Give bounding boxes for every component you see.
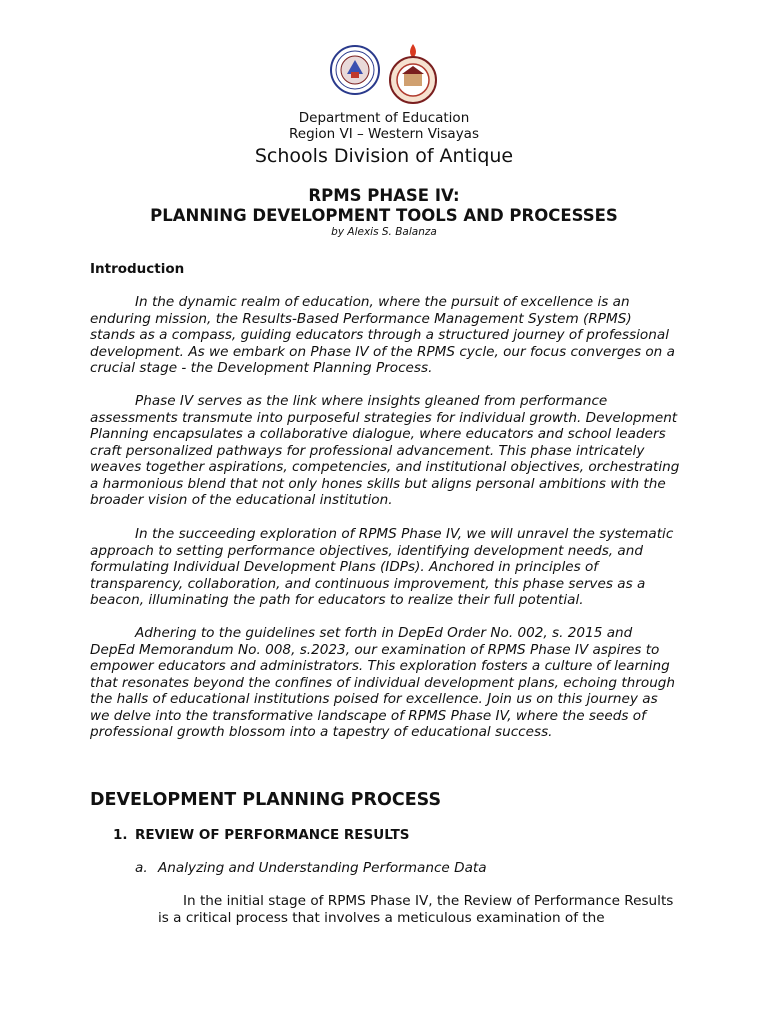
title-line-1: RPMS PHASE IV: xyxy=(308,186,460,205)
subitem-letter: a. xyxy=(135,860,148,876)
letterhead xyxy=(0,110,768,168)
intro-paragraph-1 xyxy=(90,294,680,377)
department-name: Department of Education xyxy=(298,110,470,126)
item-number: 1. xyxy=(113,827,128,843)
section-heading: DEVELOPMENT PLANNING PROCESS xyxy=(90,790,442,810)
intro-paragraph-3 xyxy=(90,526,680,609)
lettered-subitem xyxy=(135,860,487,876)
division-seal-icon xyxy=(387,42,439,106)
author-byline: by Alexis S. Balanza xyxy=(331,226,437,238)
deped-seal-icon xyxy=(329,42,381,98)
paragraph-text: Adhering to the guidelines set forth in DepEd Order No. 002, s. 2015 and DepEd Memorandum No. 008, s.2023, our examination of RPMS Phase IV aspires to empower educators and administrators. This exploration fosters a culture of learning that resonates beyond the confines of individual development plans, echoing through the halls of educational institutions poised for excellence. Join us on this journey as we delve into the transformative landscape of RPMS Phase IV, where the seeds of professional growth blossom into a tapestry of educational success. xyxy=(90,625,676,740)
intro-paragraph-2 xyxy=(90,393,680,509)
paragraph-text: In the initial stage of RPMS Phase IV, the Review of Performance Results is a critical process that involves a meticulous examination of the xyxy=(158,893,674,926)
subitem-title: Analyzing and Understanding Performance Data xyxy=(158,860,487,876)
paragraph-text: In the succeeding exploration of RPMS Phase IV, we will unravel the systematic approach to setting performance objectives, identifying development needs, and formulating Individual Development Plans (IDPs). Anchored in principles of transparency, collaboration, and continuous improvement, this phase serves as a beacon, illuminating the path for educators to realize their full potential. xyxy=(90,526,674,608)
body-paragraph xyxy=(158,893,678,927)
item-title: REVIEW OF PERFORMANCE RESULTS xyxy=(135,827,410,843)
intro-paragraph-4 xyxy=(90,625,680,741)
document-title xyxy=(0,186,768,226)
paragraph-text: In the dynamic realm of education, where the pursuit of excellence is an enduring mission, the Results-Based Performance Management System (RPMS) stands as a compass, guiding educators through a structured journey of professional development. As we embark on Phase IV of the RPMS cycle, our focus converges on a crucial stage - the Development Planning Process. xyxy=(90,294,675,376)
logo-row xyxy=(0,42,768,106)
numbered-item xyxy=(113,827,410,843)
paragraph-text: Phase IV serves as the link where insights gleaned from performance assessments transmute into purposeful strategies for individual growth. Development Planning encapsulates a collaborative dialogue, where educators and school leaders craft personalized pathways for professional advancement. This phase intricately weaves together aspirations, competencies, and institutional objectives, orchestrating a harmonious blend that not only hones skills but aligns personal ambitions with the broader vision of the educational institution. xyxy=(90,393,680,508)
region-name: Region VI – Western Visayas xyxy=(288,126,479,142)
division-name: Schools Division of Antique xyxy=(254,145,514,167)
title-line-2: PLANNING DEVELOPMENT TOOLS AND PROCESSES xyxy=(150,206,618,225)
introduction-heading: Introduction xyxy=(90,261,185,277)
